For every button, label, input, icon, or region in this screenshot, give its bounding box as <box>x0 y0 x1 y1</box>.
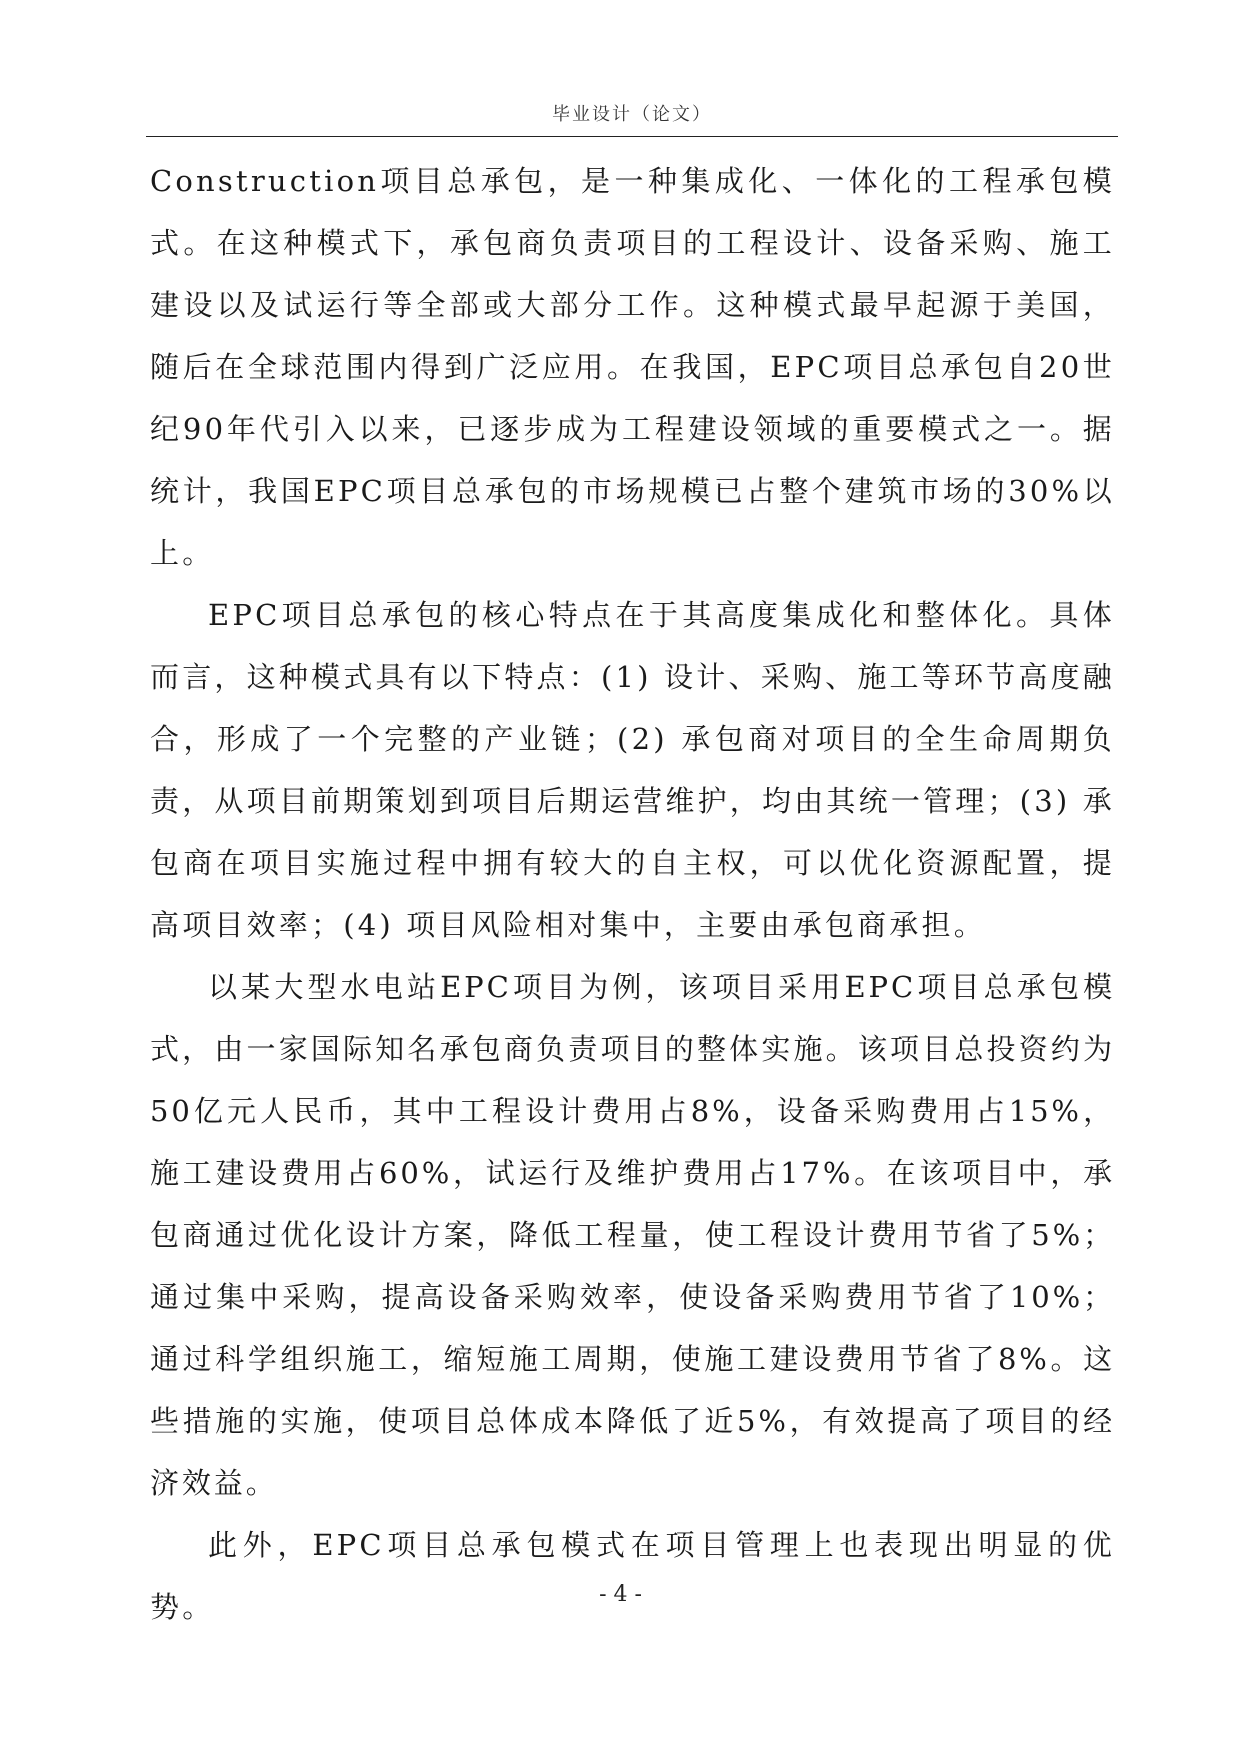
page-number: - 4 - <box>599 1582 642 1607</box>
paragraph-epc-features: EPC项目总承包的核心特点在于其高度集成化和整体化。具体而言，这种模式具有以下特点：(1) 设计、采购、施工等环节高度融合，形成了一个完整的产业链；(2) 承包商对项目的全生命周期负责，从项目前期策划到项目后期运营维护，均由其统一管理；(3) 承包商在项目实施过程中拥有较大的自主权，可以优化资源配置，提高项目效率；(4) 项目风险相对集中，主要由承包商承担。 <box>150 598 1115 942</box>
paragraph-epc-definition: Construction项目总承包，是一种集成化、一体化的工程承包模式。在这种模式下，承包商负责项目的工程设计、设备采购、施工建设以及试运行等全部或大部分工作。这种模式最早起源于美国，随后在全球范围内得到广泛应用。在我国，EPC项目总承包自20世纪90年代引入以来，已逐步成为工程建设领域的重要模式之一。据统计，我国EPC项目总承包的市场规模已占整个建筑市场的30%以上。 <box>150 164 1115 570</box>
document-body <box>150 150 1115 1638</box>
header-divider <box>146 136 1118 137</box>
paragraph-management-advantage: 此外，EPC项目总承包模式在项目管理上也表现出明显的优势。 <box>150 1528 1115 1624</box>
paragraph-hydropower-case: 以某大型水电站EPC项目为例，该项目采用EPC项目总承包模式，由一家国际知名承包商负责项目的整体实施。该项目总投资约为50亿元人民币，其中工程设计费用占8%，设备采购费用占15%，施工建设费用占60%，试运行及维护费用占17%。在该项目中，承包商通过优化设计方案，降低工程量，使工程设计费用节省了5%；通过集中采购，提高设备采购效率，使设备采购费用节省了10%；通过科学组织施工，缩短施工周期，使施工建设费用节省了8%。这些措施的实施，使项目总体成本降低了近5%，有效提高了项目的经济效益。 <box>150 970 1116 1500</box>
page-header: 毕业设计（论文） <box>552 104 712 125</box>
